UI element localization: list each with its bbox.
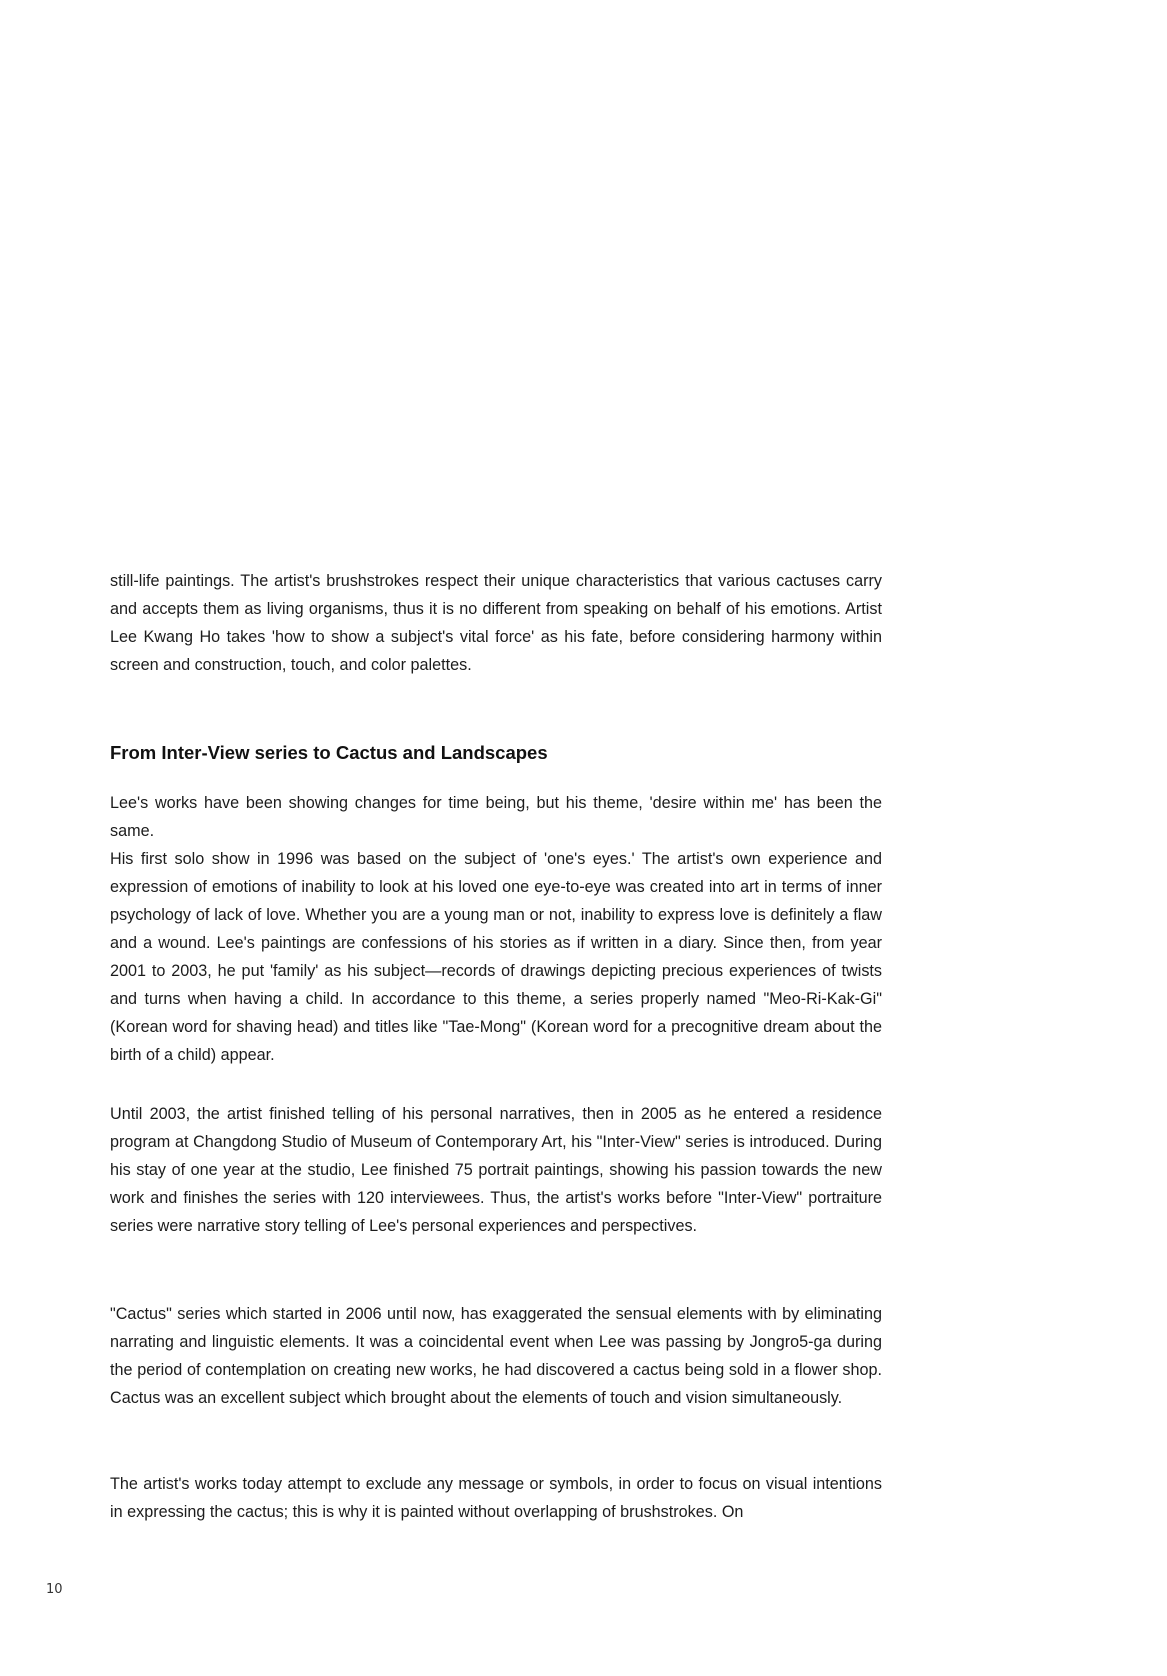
paragraph-text: The artist's works today attempt to exclude any message or symbols, in order to focus on visual intentions in expressing the cactus; this is why it is painted without overlapping of brushstrokes. On xyxy=(110,1475,882,1521)
section-paragraph xyxy=(110,1300,882,1412)
paragraph-text: Lee's works have been showing changes for time being, but his theme, 'desire within me' has been the same. xyxy=(110,794,882,840)
page-number: 10 xyxy=(46,1582,63,1597)
section-paragraph xyxy=(110,1470,882,1526)
paragraph-text: "Cactus" series which started in 2006 until now, has exaggerated the sensual elements with by eliminating narrating and linguistic elements. It was a coincidental event when Lee was passing by Jongro5-ga during the period of contemplation on creating new works, he had discovered a cactus being sold in a flower shop. Cactus was an excellent subject which brought about the elements of touch and vision simultaneously. xyxy=(110,1305,882,1407)
section-paragraph-group xyxy=(110,789,882,1069)
section-heading: From Inter-View series to Cactus and Landscapes xyxy=(110,742,548,763)
paragraph-text: His first solo show in 1996 was based on the subject of 'one's eyes.' The artist's own experience and expression of emotions of inability to look at his loved one eye-to-eye was created into art in terms of inner psychology of lack of love. Whether you are a young man or not, inability to express love is definitely a flaw and a wound. Lee's paintings are confessions of his stories as if written in a diary. Since then, from year 2001 to 2003, he put 'family' as his subject—records of drawings depicting precious experiences of twists and turns when having a child. In accordance to this theme, a series properly named "Meo-Ri-Kak-Gi" (Korean word for shaving head) and titles like "Tae-Mong" (Korean word for a precognitive dream about the birth of a child) appear. xyxy=(110,850,882,1064)
paragraph-text: Until 2003, the artist finished telling of his personal narratives, then in 2005 as he entered a residence program at Changdong Studio of Museum of Contemporary Art, his "Inter-View" series is introduced. During his stay of one year at the studio, Lee finished 75 portrait paintings, showing his passion towards the new work and finishes the series with 120 interviewees. Thus, the artist's works before "Inter-View" portraiture series were narrative story telling of Lee's personal experiences and perspectives. xyxy=(110,1105,882,1235)
section-paragraph xyxy=(110,1100,882,1240)
intro-paragraph xyxy=(110,567,882,679)
paragraph-text: still-life paintings. The artist's brushstrokes respect their unique characteristics that various cactuses carry and accepts them as living organisms, thus it is no different from speaking on behalf of his emotions. Artist Lee Kwang Ho takes 'how to show a subject's vital force' as his fate, before considering harmony within screen and construction, touch, and color palettes. xyxy=(110,572,882,674)
